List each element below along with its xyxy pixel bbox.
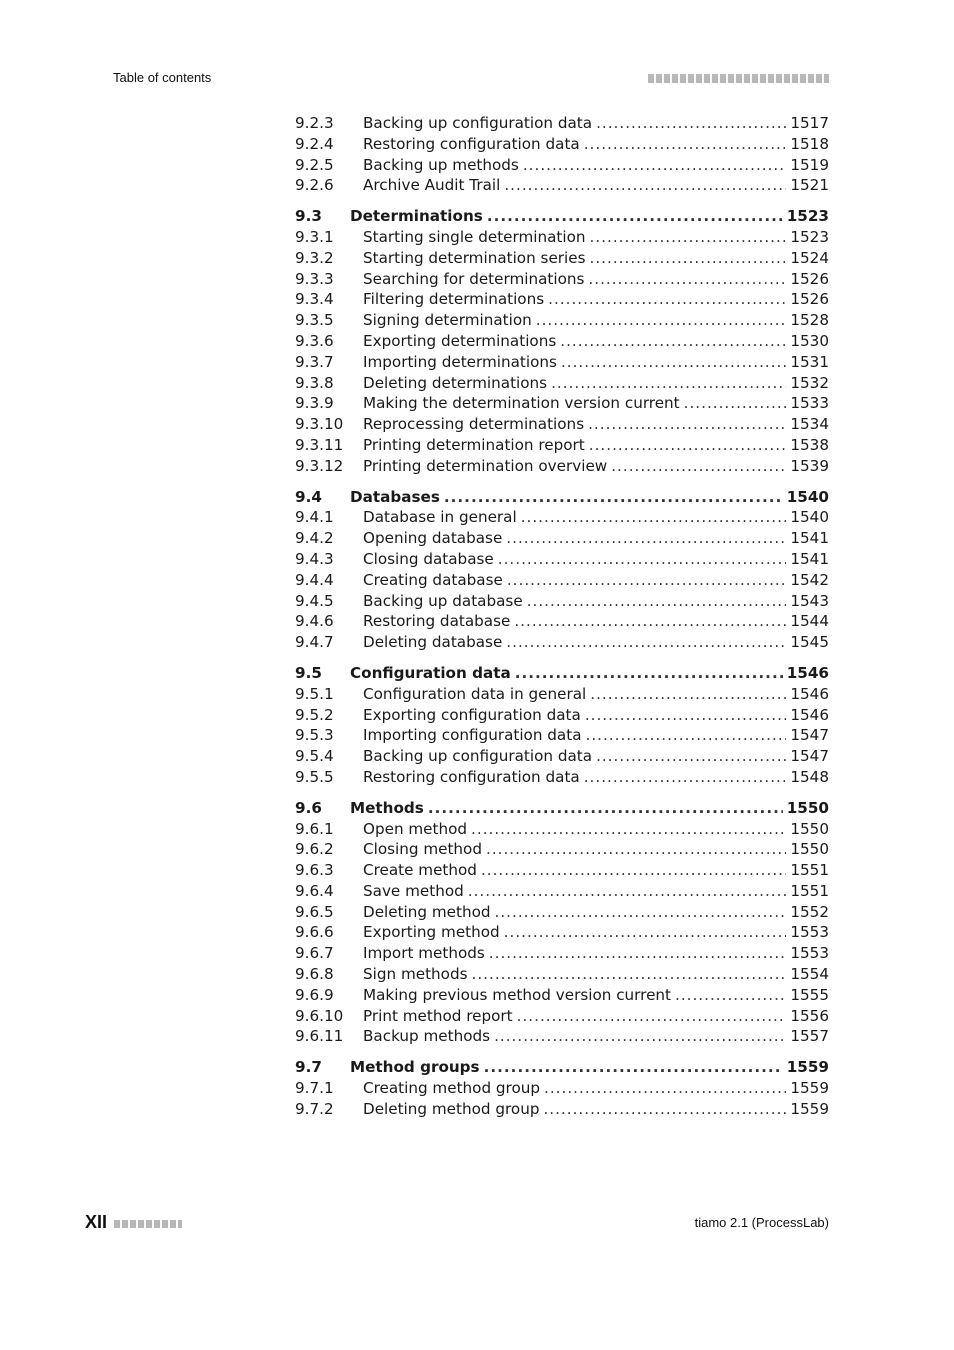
toc-entry[interactable]: [295, 435, 829, 456]
toc-entry-title: Print method report: [363, 1006, 513, 1025]
toc-entry-page: 1547: [790, 726, 829, 745]
toc-entry[interactable]: [295, 155, 829, 176]
toc-entry-page: 1533: [790, 394, 829, 413]
toc-entry-number: 9.3.2: [295, 248, 334, 267]
toc-entry-number: 9.6.1: [295, 819, 334, 838]
toc-entry-page: 1553: [790, 944, 829, 963]
toc-dot-leader: [584, 134, 787, 155]
table-of-contents: [295, 113, 829, 1120]
toc-entry-number: 9.3.12: [295, 456, 344, 475]
toc-entry[interactable]: [295, 943, 829, 964]
toc-entry-page: 1550: [790, 840, 829, 859]
toc-entry-page: 1540: [786, 487, 829, 506]
toc-dot-leader: [586, 725, 787, 746]
toc-entry-title: Exporting configuration data: [363, 705, 581, 724]
toc-entry-page: 1559: [790, 1099, 829, 1118]
toc-entry-number: 9.3.11: [295, 435, 344, 454]
toc-dot-leader: [560, 331, 786, 352]
toc-dot-leader: [596, 113, 786, 134]
toc-entry-page: 1556: [790, 1006, 829, 1025]
toc-entry-number: 9.7: [295, 1058, 322, 1077]
toc-entry-number: 9.4.2: [295, 529, 334, 548]
toc-entry-title: Import methods: [363, 944, 485, 963]
toc-dot-leader: [495, 902, 787, 923]
toc-entry[interactable]: [295, 985, 829, 1006]
toc-entry-title: Deleting method group: [363, 1099, 540, 1118]
toc-entry-title: Exporting determinations: [363, 331, 557, 350]
toc-entry-page: 1546: [790, 705, 829, 724]
toc-entry[interactable]: [295, 881, 829, 902]
toc-entry-number: 9.6.6: [295, 923, 334, 942]
toc-dot-leader: [484, 1057, 783, 1078]
toc-entry-number: 9.3.8: [295, 373, 334, 392]
toc-entry[interactable]: [295, 1006, 829, 1027]
toc-dot-leader: [588, 414, 786, 435]
toc-entry-title: Methods: [350, 798, 424, 817]
toc-dot-leader: [472, 964, 787, 985]
toc-entry-number: 9.6.5: [295, 902, 334, 921]
toc-entry-title: Deleting method: [363, 902, 491, 921]
toc-entry-number: 9.3.1: [295, 227, 334, 246]
toc-entry[interactable]: [295, 746, 829, 767]
toc-entry-number: 9.5: [295, 663, 322, 682]
toc-dot-leader: [471, 819, 786, 840]
toc-dot-leader: [506, 528, 786, 549]
toc-entry[interactable]: [295, 549, 829, 570]
toc-entry-title: Printing determination report: [363, 435, 585, 454]
toc-dot-leader: [527, 591, 787, 612]
toc-dot-leader: [507, 570, 786, 591]
header-decoration: [648, 74, 829, 83]
toc-entry-page: 1531: [790, 352, 829, 371]
toc-entry-number: 9.6.4: [295, 881, 334, 900]
toc-dot-leader: [589, 435, 787, 456]
toc-entry[interactable]: [295, 507, 829, 528]
toc-entry-page: 1554: [790, 965, 829, 984]
toc-dot-leader: [544, 1078, 786, 1099]
toc-entry[interactable]: [295, 767, 829, 788]
footer-decoration: [114, 1220, 182, 1228]
product-name: tiamo 2.1 (ProcessLab): [694, 1215, 829, 1230]
toc-entry-title: Importing determinations: [363, 352, 557, 371]
toc-entry[interactable]: [295, 414, 829, 435]
toc-entry-number: 9.2.3: [295, 114, 334, 132]
toc-entry-title: Closing method: [363, 840, 482, 859]
toc-entry-number: 9.5.3: [295, 726, 334, 745]
toc-entry[interactable]: [295, 227, 829, 248]
toc-entry[interactable]: [295, 964, 829, 985]
toc-entry-number: 9.3.4: [295, 290, 334, 309]
toc-entry-number: 9.2.5: [295, 155, 334, 174]
toc-entry-title: Deleting determinations: [363, 373, 548, 392]
toc-entry-page: 1547: [790, 747, 829, 766]
toc-entry-page: 1539: [790, 456, 829, 475]
toc-entry-page: 1523: [790, 227, 829, 246]
toc-entry[interactable]: [295, 570, 829, 591]
toc-entry[interactable]: [295, 269, 829, 290]
toc-entry-number: 9.4.3: [295, 549, 334, 568]
toc-entry-number: 9.7.1: [295, 1079, 334, 1098]
toc-dot-leader: [590, 248, 787, 269]
toc-entry[interactable]: [295, 352, 829, 373]
toc-entry-page: 1548: [790, 767, 829, 786]
toc-entry-title: Creating database: [363, 570, 503, 589]
toc-entry[interactable]: [295, 705, 829, 726]
toc-entry-title: Databases: [350, 487, 440, 506]
toc-entry-page: 1526: [790, 290, 829, 309]
toc-dot-leader: [548, 289, 786, 310]
toc-dot-leader: [561, 352, 786, 373]
toc-entry-page: 1546: [786, 663, 829, 682]
toc-entry-page: 1517: [790, 114, 829, 132]
toc-entry-number: 9.6.7: [295, 944, 334, 963]
toc-entry-page: 1543: [790, 591, 829, 610]
toc-entry-title: Searching for determinations: [363, 269, 585, 288]
toc-entry-title: Database in general: [363, 508, 517, 527]
toc-entry-page: 1553: [790, 923, 829, 942]
toc-entry-number: 9.5.4: [295, 747, 334, 766]
toc-dot-leader: [444, 487, 783, 508]
toc-entry-title: Create method: [363, 861, 477, 880]
toc-entry-number: 9.6.8: [295, 965, 334, 984]
toc-entry[interactable]: [295, 134, 829, 155]
toc-dot-leader: [494, 1026, 786, 1047]
toc-entry-title: Backing up configuration data: [363, 747, 593, 766]
toc-dot-leader: [487, 206, 783, 227]
toc-entry[interactable]: [295, 393, 829, 414]
toc-dot-leader: [584, 767, 787, 788]
toc-entry[interactable]: [295, 113, 829, 134]
toc-entry-title: Importing configuration data: [363, 726, 582, 745]
running-header-title: Table of contents: [113, 70, 212, 85]
toc-entry-page: 1541: [790, 529, 829, 548]
toc-entry-number: 9.7.2: [295, 1099, 334, 1118]
toc-entry-number: 9.6.10: [295, 1006, 344, 1025]
toc-entry[interactable]: [295, 819, 829, 840]
toc-entry-title: Open method: [363, 819, 468, 838]
toc-entry-number: 9.2.4: [295, 134, 334, 153]
toc-entry-title: Backing up configuration data: [363, 114, 593, 132]
toc-entry-title: Backing up methods: [363, 155, 519, 174]
toc-section-entry[interactable]: [295, 206, 829, 227]
toc-entry-number: 9.3.5: [295, 311, 334, 330]
toc-entry-page: 1521: [790, 176, 829, 195]
toc-entry-number: 9.3.6: [295, 331, 334, 350]
toc-section-entry[interactable]: [295, 798, 829, 819]
toc-entry-page: 1540: [790, 508, 829, 527]
toc-entry-number: 9.4.4: [295, 570, 334, 589]
toc-dot-leader: [596, 746, 786, 767]
toc-entry[interactable]: [295, 1026, 829, 1047]
toc-entry-page: 1551: [790, 861, 829, 880]
toc-entry-number: 9.2.6: [295, 176, 334, 195]
toc-entry-title: Restoring database: [363, 612, 511, 631]
toc-entry-title: Printing determination overview: [363, 456, 608, 475]
toc-entry-title: Starting single determination: [363, 227, 586, 246]
toc-entry-number: 9.5.5: [295, 767, 334, 786]
toc-entry-title: Closing database: [363, 549, 494, 568]
toc-entry-page: 1544: [790, 612, 829, 631]
toc-entry-number: 9.3.9: [295, 394, 334, 413]
toc-entry-title: Creating method group: [363, 1079, 541, 1098]
toc-entry[interactable]: [295, 456, 829, 477]
toc-dot-leader: [521, 507, 787, 528]
toc-dot-leader: [590, 227, 787, 248]
toc-section-entry[interactable]: [295, 487, 829, 508]
toc-entry-number: 9.5.2: [295, 705, 334, 724]
toc-entry-number: 9.6.2: [295, 840, 334, 859]
toc-entry-page: 1557: [790, 1027, 829, 1046]
toc-dot-leader: [515, 663, 783, 684]
toc-entry-title: Method groups: [350, 1058, 480, 1077]
toc-entry-title: Signing determination: [363, 311, 532, 330]
toc-dot-leader: [498, 549, 787, 570]
toc-dot-leader: [506, 632, 786, 653]
toc-entry-page: 1559: [786, 1058, 829, 1077]
toc-dot-leader: [468, 881, 787, 902]
toc-dot-leader: [551, 373, 786, 394]
toc-entry-page: 1534: [790, 415, 829, 434]
toc-entry-page: 1541: [790, 549, 829, 568]
toc-dot-leader: [588, 269, 786, 290]
toc-entry[interactable]: [295, 902, 829, 923]
toc-entry[interactable]: [295, 839, 829, 860]
toc-entry[interactable]: [295, 310, 829, 331]
toc-entry-page: 1559: [790, 1079, 829, 1098]
toc-entry-page: 1519: [790, 155, 829, 174]
toc-entry-page: 1538: [790, 435, 829, 454]
toc-entry-number: 9.5.1: [295, 684, 334, 703]
toc-entry-number: 9.6: [295, 798, 322, 817]
toc-entry-number: 9.4: [295, 487, 322, 506]
toc-dot-leader: [514, 611, 786, 632]
toc-entry[interactable]: [295, 289, 829, 310]
toc-entry-page: 1545: [790, 633, 829, 652]
toc-dot-leader: [543, 1099, 786, 1120]
toc-entry-number: 9.6.9: [295, 985, 334, 1004]
toc-dot-leader: [590, 684, 786, 705]
toc-entry-title: Save method: [363, 881, 464, 900]
toc-dot-leader: [504, 922, 787, 943]
toc-entry[interactable]: [295, 632, 829, 653]
toc-dot-leader: [611, 456, 786, 477]
toc-entry[interactable]: [295, 248, 829, 269]
toc-entry-page: 1550: [786, 798, 829, 817]
toc-dot-leader: [428, 798, 783, 819]
toc-entry-title: Starting determination series: [363, 248, 586, 267]
toc-entry-page: 1532: [790, 373, 829, 392]
toc-entry-page: 1528: [790, 311, 829, 330]
toc-dot-leader: [504, 175, 786, 196]
toc-dot-leader: [517, 1006, 787, 1027]
toc-entry-number: 9.4.7: [295, 633, 334, 652]
toc-entry-number: 9.3: [295, 207, 322, 226]
toc-dot-leader: [481, 860, 786, 881]
toc-entry[interactable]: [295, 1078, 829, 1099]
toc-entry-page: 1555: [790, 985, 829, 1004]
toc-entry-number: 9.3.10: [295, 415, 344, 434]
toc-entry[interactable]: [295, 528, 829, 549]
toc-entry-title: Restoring configuration data: [363, 767, 580, 786]
toc-entry-title: Reprocessing determinations: [363, 415, 585, 434]
toc-entry-title: Restoring configuration data: [363, 134, 580, 153]
toc-entry-page: 1550: [790, 819, 829, 838]
toc-entry-title: Opening database: [363, 529, 503, 548]
toc-entry[interactable]: [295, 611, 829, 632]
toc-entry[interactable]: [295, 684, 829, 705]
toc-entry-title: Configuration data in general: [363, 684, 587, 703]
toc-dot-leader: [523, 155, 787, 176]
toc-entry-title: Making the determination version current: [363, 394, 680, 413]
toc-entry-title: Backing up database: [363, 591, 523, 610]
toc-dot-leader: [675, 985, 786, 1006]
toc-dot-leader: [486, 839, 786, 860]
toc-entry-page: 1523: [786, 207, 829, 226]
toc-entry[interactable]: [295, 1099, 829, 1120]
toc-entry-page: 1530: [790, 331, 829, 350]
toc-entry-title: Configuration data: [350, 663, 511, 682]
toc-dot-leader: [684, 393, 787, 414]
toc-entry[interactable]: [295, 331, 829, 352]
page-number-label: XII: [85, 1212, 108, 1232]
toc-entry[interactable]: [295, 373, 829, 394]
toc-entry-page: 1542: [790, 570, 829, 589]
toc-entry-title: Backup methods: [363, 1027, 491, 1046]
toc-entry-number: 9.4.6: [295, 612, 334, 631]
toc-entry-page: 1546: [790, 684, 829, 703]
toc-entry-number: 9.4.5: [295, 591, 334, 610]
toc-entry-page: 1551: [790, 881, 829, 900]
toc-entry[interactable]: [295, 860, 829, 881]
toc-entry-number: 9.3.7: [295, 352, 334, 371]
toc-section-entry[interactable]: [295, 663, 829, 684]
toc-section-entry[interactable]: [295, 1057, 829, 1078]
toc-entry-page: 1524: [790, 248, 829, 267]
toc-entry-number: 9.3.3: [295, 269, 334, 288]
toc-entry-title: Archive Audit Trail: [363, 176, 501, 195]
toc-entry-number: 9.4.1: [295, 508, 334, 527]
toc-entry[interactable]: [295, 725, 829, 746]
toc-entry-page: 1552: [790, 902, 829, 921]
toc-entry-title: Deleting database: [363, 633, 503, 652]
toc-dot-leader: [585, 705, 787, 726]
toc-entry[interactable]: [295, 175, 829, 196]
toc-entry-page: 1526: [790, 269, 829, 288]
toc-entry[interactable]: [295, 591, 829, 612]
toc-dot-leader: [536, 310, 787, 331]
toc-dot-leader: [489, 943, 787, 964]
toc-entry-title: Making previous method version current: [363, 985, 671, 1004]
toc-entry-title: Sign methods: [363, 965, 468, 984]
toc-entry-page: 1518: [790, 134, 829, 153]
toc-entry[interactable]: [295, 922, 829, 943]
toc-entry-number: 9.6.3: [295, 861, 334, 880]
toc-entry-title: Filtering determinations: [363, 290, 545, 309]
toc-entry-number: 9.6.11: [295, 1027, 344, 1046]
toc-entry-title: Determinations: [350, 207, 483, 226]
toc-entry-title: Exporting method: [363, 923, 500, 942]
